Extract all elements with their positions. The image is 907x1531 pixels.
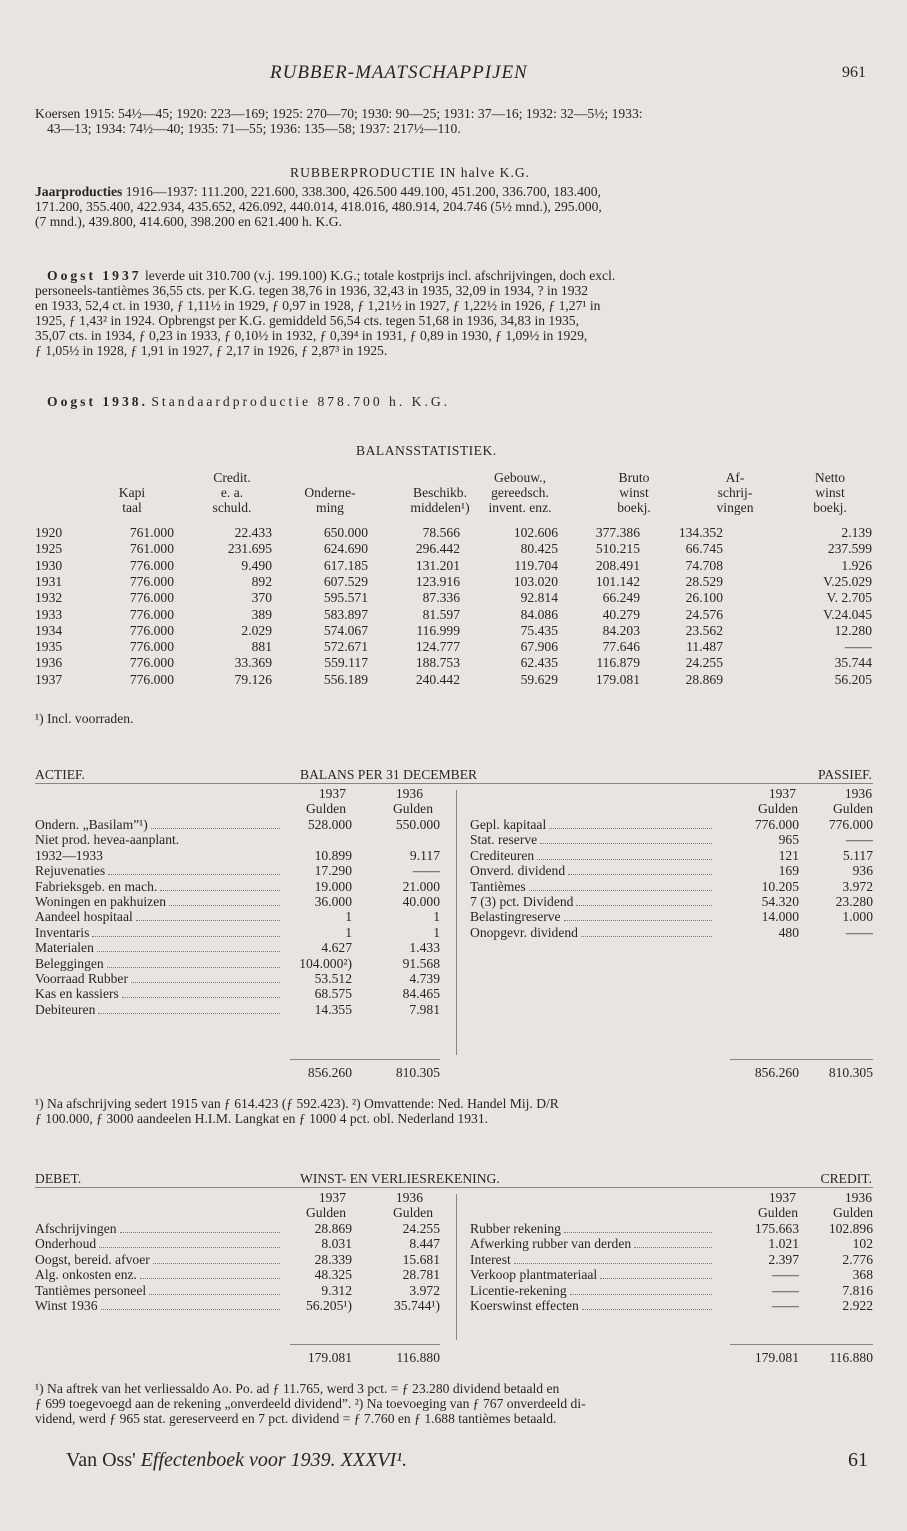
wv-right-value-1936: 2.922 — [842, 1298, 873, 1313]
balans-right-value-1936: 1.000 — [842, 909, 873, 925]
balans-right-value-1936: 776.000 — [828, 817, 873, 832]
balansstat-cell: 650.000 — [323, 525, 368, 540]
balansstat-cell: 56.205 — [834, 671, 872, 687]
balansstat-header: boekj. — [813, 500, 847, 515]
balansstat-cell: 776.000 — [129, 639, 174, 655]
leader-dots — [131, 982, 280, 983]
wv-total-1936: 116.880 — [396, 1350, 440, 1365]
oogst1937-line-4: 1925, ƒ 1,43² in 1924. Opbrengst per K.G. gemiddeld 56,54 cts. tegen 51,68 in 1936, 34,83 in 1935, — [35, 313, 579, 328]
wv-note-2: ƒ 699 toegevoegd aan de rekening „onverdeeld dividend”. ²) Na toevoeging van ƒ 767 onverdeeld di- — [35, 1396, 586, 1411]
balansstat-cell: 761.000 — [129, 541, 174, 557]
balansstat-cell: 231.695 — [227, 541, 272, 557]
leader-dots — [101, 1309, 280, 1310]
balansstat-cell: 24.255 — [685, 655, 723, 671]
balansstat-cell: 81.597 — [422, 606, 460, 622]
balans-left-value-1936: 7.981 — [409, 1001, 440, 1017]
balans-left-value-1936: 9.117 — [409, 847, 440, 863]
wv-total-1936: 116.880 — [829, 1350, 873, 1365]
balans-left-value-1937: 1 — [345, 924, 352, 940]
balansstat-cell: 208.491 — [595, 557, 640, 573]
balansstat-header: Kapi — [118, 485, 146, 500]
balansstat-year: 1936 — [35, 655, 63, 671]
balans-right-value-1937: 121 — [778, 847, 799, 863]
balans-year-header: 1937 — [318, 786, 346, 801]
leader-dots — [140, 1278, 280, 1279]
balansstat-year: 1932 — [35, 590, 63, 606]
balansstat-cell: 624.690 — [323, 541, 368, 557]
balansstat-cell: 87.336 — [422, 590, 460, 606]
wv-right-value-1937: —— — [771, 1282, 799, 1298]
wv-right-label: Koerswinst effecten — [470, 1298, 579, 1313]
balansstat-cell: 92.814 — [520, 590, 558, 606]
balansstat-cell: 75.435 — [520, 622, 558, 638]
balansstat-header: Gebouw., — [494, 470, 546, 485]
leader-dots — [568, 874, 712, 875]
productie-line-3: (7 mnd.), 439.800, 414.600, 398.200 en 621.400 h. K.G. — [35, 214, 342, 229]
wv-right-value-1936: 7.816 — [842, 1282, 873, 1298]
balans-left-value-1937: 104.000²) — [299, 955, 352, 971]
balans-left-value-1936: 40.000 — [402, 894, 440, 909]
balans-left-label: Inventaris — [35, 924, 90, 940]
balansstat-year: 1935 — [35, 639, 63, 655]
balansstat-cell: 776.000 — [129, 622, 174, 638]
balansstat-cell: 40.279 — [602, 606, 640, 622]
balans-left-value-1936: —— — [412, 863, 440, 879]
wv-left-value-1936: 35.744¹) — [394, 1298, 440, 1313]
balans-left-value-1937: 68.575 — [314, 986, 352, 1002]
wv-unit-header: Gulden — [392, 1205, 433, 1220]
balansstat-year: 1931 — [35, 573, 63, 589]
balans-actief-title: ACTIEF. — [35, 767, 85, 782]
balans-right-value-1936: 936 — [852, 863, 873, 879]
balansstat-cell: 188.753 — [415, 655, 460, 671]
balans-right-value-1937: 776.000 — [754, 817, 799, 832]
wv-right-label: Rubber rekening — [470, 1221, 561, 1236]
wv-left-value-1937: 56.205¹) — [306, 1298, 352, 1313]
balans-total-1936: 810.305 — [828, 1065, 873, 1080]
wv-right-value-1936: 368 — [852, 1267, 873, 1283]
balansstat-cell: 237.599 — [827, 541, 872, 557]
balans-right-value-1937: 10.205 — [761, 878, 799, 894]
balans-right-value-1937: 169 — [778, 863, 799, 879]
wv-left-value-1937: 28.339 — [314, 1251, 352, 1267]
balans-right-label: Stat. reserve — [470, 832, 538, 848]
wv-year-header: 1936 — [844, 1190, 872, 1205]
rule — [456, 1194, 457, 1340]
koersen-line-2: 43—13; 1934: 74½—40; 1935: 71—55; 1936: 135—58; 1937: 217½—110. — [47, 121, 461, 136]
leader-dots — [581, 936, 712, 937]
balans-left-label: 1932—1933 — [35, 847, 103, 863]
balansstat-cell: 607.529 — [323, 573, 368, 589]
balans-title: BALANS PER 31 DECEMBER — [300, 767, 478, 782]
balansstat-header: Netto — [814, 470, 846, 485]
balansstat-header: schuld. — [212, 500, 252, 515]
balansstat-header: boekj. — [617, 500, 651, 515]
balansstat-cell: 77.646 — [602, 639, 640, 655]
balansstat-cell: 2.139 — [841, 525, 872, 540]
balans-left-label: Woningen en pakhuizen — [35, 894, 167, 909]
balans-right-label: Belastingreserve — [470, 909, 561, 925]
balans-right-label: 7 (3) pct. Dividend — [470, 894, 574, 909]
leader-dots — [564, 1232, 712, 1233]
balansstat-year: 1930 — [35, 557, 63, 573]
balans-right-value-1937: 14.000 — [761, 909, 799, 925]
balansstat-cell: 78.566 — [422, 525, 460, 540]
balansstat-header: schrij- — [717, 485, 753, 500]
balans-right-value-1936: —— — [845, 924, 873, 940]
balansstat-cell: 26.100 — [685, 590, 723, 606]
leader-dots — [582, 1309, 712, 1310]
leader-dots — [160, 890, 280, 891]
rule — [456, 790, 457, 1055]
wv-right-label: Licentie-rekening — [470, 1282, 567, 1298]
wv-right-label: Interest — [470, 1251, 511, 1267]
balans-unit-header: Gulden — [305, 801, 346, 816]
balans-note-1: ¹) Na afschrijving sedert 1915 van ƒ 614.423 (ƒ 592.423). ²) Omvattende: Ned. Handel Mij. D/R — [35, 1096, 559, 1111]
balansstat-cell: 79.126 — [234, 671, 272, 687]
balansstat-cell: 66.745 — [685, 541, 723, 557]
balansstat-cell: 84.203 — [602, 622, 640, 638]
balans-unit-header: Gulden — [392, 801, 433, 816]
wv-credit-title: CREDIT. — [820, 1171, 872, 1186]
balansstat-cell: 377.386 — [595, 525, 640, 540]
balans-right-value-1936: 23.280 — [835, 894, 873, 909]
balans-year-header: 1937 — [768, 786, 796, 801]
balansstat-cell: 389 — [251, 606, 272, 622]
balans-left-value-1936: 1 — [433, 924, 440, 940]
balansstat-cell: 80.425 — [520, 541, 558, 557]
balansstat-header: Credit. — [213, 470, 251, 485]
rule — [290, 1344, 440, 1345]
balansstat-cell: 131.201 — [415, 557, 460, 573]
wv-year-header: 1937 — [768, 1190, 796, 1205]
wv-left-label: Winst 1936 — [35, 1298, 98, 1313]
balansstat-header: taal — [122, 500, 142, 515]
balansstat-cell: 119.704 — [514, 557, 558, 573]
wv-left-value-1937: 48.325 — [314, 1267, 352, 1283]
balansstat-cell: 66.249 — [602, 590, 640, 606]
balansstat-cell: 134.352 — [678, 525, 723, 540]
leader-dots — [537, 859, 712, 860]
leader-dots — [153, 1263, 280, 1264]
balansstat-cell: 370 — [251, 590, 272, 606]
balansstat-cell: 124.777 — [415, 639, 460, 655]
balansstat-cell: 776.000 — [129, 573, 174, 589]
balansstat-cell: 1.926 — [841, 557, 872, 573]
balansstat-cell: 103.020 — [513, 573, 558, 589]
wv-year-header: 1937 — [318, 1190, 346, 1205]
leader-dots — [576, 905, 712, 906]
balans-left-label: Voorraad Rubber — [35, 971, 128, 986]
productie-title: RUBBERPRODUCTIE IN halve K.G. — [290, 165, 531, 180]
oogst1937-line-1: Oogst 1937 leverde uit 310.700 (v.j. 199.100) K.G.; totale kostprijs incl. afschrijvingen, doch excl. — [47, 268, 616, 283]
wv-left-label: Alg. onkosten enz. — [35, 1267, 137, 1283]
wv-left-value-1936: 15.681 — [402, 1251, 440, 1267]
wv-left-value-1937: 8.031 — [321, 1236, 352, 1252]
balans-total-1937: 856.260 — [754, 1065, 799, 1080]
wv-left-value-1936: 8.447 — [409, 1236, 440, 1252]
balansstat-cell: 510.215 — [595, 541, 640, 557]
balansstat-year: 1933 — [35, 606, 63, 622]
balansstat-cell: 11.487 — [686, 639, 723, 655]
wv-total-1937: 179.081 — [754, 1350, 799, 1365]
balansstat-cell: 595.571 — [323, 590, 368, 606]
wv-left-value-1937: 28.869 — [314, 1221, 352, 1236]
balans-left-value-1937: 10.899 — [314, 847, 352, 863]
wv-right-value-1937: —— — [771, 1298, 799, 1313]
balans-right-value-1937: 54.320 — [761, 894, 799, 909]
balans-left-label: Aandeel hospitaal — [35, 909, 133, 925]
wv-left-label: Onderhoud — [35, 1236, 97, 1252]
balans-left-value-1936: 550.000 — [395, 817, 440, 832]
balans-passief-title: PASSIEF. — [818, 767, 872, 782]
balans-note-2: ƒ 100.000, ƒ 3000 aandeelen H.I.M. Langkat en ƒ 1000 4 pct. obl. Nederland 1931. — [35, 1111, 489, 1126]
leader-dots — [634, 1247, 712, 1248]
balans-left-value-1937: 36.000 — [314, 894, 352, 909]
leader-dots — [136, 920, 280, 921]
leader-dots — [564, 920, 712, 921]
wv-note-3: vidend, werd ƒ 965 stat. gereserveerd en 7 pct. dividend = ƒ 7.760 en ƒ 1.688 tantièmes betaald. — [35, 1411, 557, 1426]
page-number: 961 — [842, 64, 866, 81]
wv-right-value-1937: 2.397 — [768, 1251, 799, 1267]
balansstat-cell: 28.529 — [685, 573, 723, 589]
balansstat-cell: 35.744 — [834, 655, 872, 671]
balansstat-header: e. a. — [220, 485, 244, 500]
rule — [290, 1059, 440, 1060]
balansstat-cell: 33.369 — [234, 655, 272, 671]
balansstat-year: 1934 — [35, 622, 63, 638]
balans-left-label: Beleggingen — [35, 955, 104, 971]
wv-right-value-1937: 1.021 — [768, 1236, 799, 1252]
balansstat-header: Onderne- — [304, 485, 356, 500]
balans-left-value-1937: 53.512 — [314, 971, 352, 986]
balans-right-value-1937: 480 — [778, 924, 799, 940]
balansstat-cell: 67.906 — [520, 639, 558, 655]
balansstat-cell: 559.117 — [324, 655, 368, 671]
balansstat-header: Af- — [725, 470, 745, 485]
balans-left-value-1937: 14.355 — [314, 1001, 352, 1017]
balansstat-cell: 24.576 — [685, 606, 723, 622]
balans-right-label: Crediteuren — [470, 847, 535, 863]
balans-right-label: Onverd. dividend — [470, 863, 566, 879]
balans-left-value-1936: 4.739 — [409, 971, 440, 986]
koersen-line-1: Koersen 1915: 54½—45; 1920: 223—169; 1925: 270—70; 1930: 90—25; 1931: 37—16; 1932: 32—5½; 1933: — [35, 106, 643, 121]
balansstat-cell: 116.999 — [416, 622, 460, 638]
balansstat-cell: 123.916 — [415, 573, 460, 589]
balans-right-label: Onopgevr. dividend — [470, 924, 578, 940]
leader-dots — [97, 951, 280, 952]
oogst1937-line-5: 35,07 cts. in 1934, ƒ 0,23 in 1933, ƒ 0,10½ in 1932, ƒ 0,39⁴ in 1931, ƒ 0,89 in 1930, ƒ 1,09½ in 1929, — [35, 328, 588, 343]
balans-left-value-1937: 528.000 — [307, 817, 352, 832]
balansstat-cell: V. 2.705 — [826, 590, 872, 606]
balans-year-header: 1936 — [395, 786, 423, 801]
rule — [730, 1344, 873, 1345]
balansstat-cell: 881 — [251, 639, 272, 655]
balansstat-header: Bruto — [618, 470, 650, 485]
page-header-title: RUBBER-MAATSCHAPPIJEN — [270, 62, 528, 83]
balans-left-label: Fabrieksgeb. en mach. — [35, 878, 158, 894]
wv-year-header: 1936 — [395, 1190, 423, 1205]
leader-dots — [529, 890, 712, 891]
balans-left-value-1936: 84.465 — [402, 986, 440, 1002]
balans-left-value-1937: 19.000 — [314, 878, 352, 894]
balansstat-header: gereedsch. — [491, 485, 549, 500]
balansstat-cell: 102.606 — [513, 525, 558, 540]
leader-dots — [99, 1247, 280, 1248]
balans-right-label: Gepl. kapitaal — [470, 817, 547, 832]
wv-left-value-1936: 28.781 — [402, 1267, 440, 1283]
oogst1937-line-2: personeels-tantièmes 36,55 cts. per K.G. tegen 38,76 in 1936, 32,43 in 1935, 32,09 in 1934, ? in 1932 — [35, 283, 589, 298]
balansstat-cell: V.24.045 — [823, 606, 872, 622]
footer-page: 61 — [848, 1449, 868, 1471]
leader-dots — [92, 936, 280, 937]
balans-left-label: Ondern. „Basilam”¹) — [35, 817, 148, 832]
balansstat-cell: 9.490 — [241, 557, 272, 573]
wv-unit-header: Gulden — [832, 1205, 873, 1220]
balansstat-header: winst — [815, 485, 845, 500]
leader-dots — [570, 1294, 712, 1295]
balans-right-value-1936: —— — [845, 832, 873, 848]
leader-dots — [549, 828, 712, 829]
balansstat-cell: 101.142 — [595, 573, 640, 589]
balansstat-cell: 2.029 — [241, 622, 272, 638]
balansstat-cell: 574.067 — [323, 622, 368, 638]
balansstat-cell: —— — [844, 639, 872, 655]
balans-right-value-1937: 965 — [778, 832, 799, 848]
oogst1937-line-6: ƒ 1,05½ in 1928, ƒ 1,91 in 1927, ƒ 2,17 in 1926, ƒ 2,87³ in 1925. — [35, 343, 388, 358]
balansstat-cell: 23.562 — [685, 622, 723, 638]
wv-title: WINST- EN VERLIESREKENING. — [300, 1171, 500, 1186]
balans-unit-header: Gulden — [832, 801, 873, 816]
wv-right-value-1936: 102 — [852, 1236, 873, 1252]
oogst1937-line-3: en 1933, 52,4 ct. in 1930, ƒ 1,11½ in 1929, ƒ 0,97 in 1928, ƒ 1,21½ in 1927, ƒ 1,22½ in 1926, ƒ 1,27¹ in — [35, 298, 601, 313]
balans-left-value-1936: 21.000 — [402, 878, 440, 894]
balansstat-cell: 583.897 — [323, 606, 368, 622]
balans-total-1937: 856.260 — [307, 1065, 352, 1080]
wv-total-1937: 179.081 — [307, 1350, 352, 1365]
balans-right-label: Tantièmes — [470, 878, 526, 894]
balansstat-year: 1920 — [35, 525, 63, 540]
balansstat-cell: 12.280 — [834, 622, 872, 638]
balansstat-cell: 776.000 — [129, 671, 174, 687]
leader-dots — [122, 997, 280, 998]
wv-left-label: Afschrijvingen — [35, 1221, 117, 1236]
balansstat-year: 1925 — [35, 541, 63, 557]
balansstat-header: ming — [316, 500, 344, 515]
balans-left-label: Niet prod. hevea-aanplant. — [35, 832, 180, 848]
balansstat-cell: 572.671 — [323, 639, 368, 655]
balansstat-header: middelen¹) — [410, 500, 470, 515]
balansstat-cell: 892 — [251, 573, 272, 589]
leader-dots — [120, 1232, 280, 1233]
balansstat-cell: 22.433 — [234, 525, 272, 540]
balans-left-label: Rejuvenaties — [35, 863, 106, 879]
leader-dots — [149, 1294, 280, 1295]
balansstat-cell: 776.000 — [129, 590, 174, 606]
leader-dots — [600, 1278, 712, 1279]
leader-dots — [169, 905, 280, 906]
wv-left-label: Oogst, bereid. afvoer — [35, 1251, 150, 1267]
balansstat-cell: 59.629 — [520, 671, 558, 687]
wv-right-label: Afwerking rubber van derden — [470, 1236, 632, 1252]
wv-unit-header: Gulden — [305, 1205, 346, 1220]
balansstat-cell: 74.708 — [685, 557, 723, 573]
leader-dots — [151, 828, 280, 829]
balans-left-value-1937: 17.290 — [314, 863, 352, 879]
wv-right-value-1936: 2.776 — [842, 1251, 873, 1267]
balansstat-header: Beschikb. — [413, 485, 467, 500]
balansstat-cell: 240.442 — [415, 671, 460, 687]
balansstat-cell: 116.879 — [596, 655, 640, 671]
balans-year-header: 1936 — [844, 786, 872, 801]
wv-right-value-1936: 102.896 — [828, 1221, 873, 1236]
wv-right-value-1937: 175.663 — [754, 1221, 799, 1236]
wv-note-1: ¹) Na aftrek van het verliessaldo Ao. Po. ad ƒ 11.765, werd 3 pct. = ƒ 23.280 dividend betaald en — [35, 1381, 560, 1396]
balans-unit-header: Gulden — [757, 801, 798, 816]
balans-left-label: Kas en kassiers — [35, 986, 119, 1002]
wv-debet-title: DEBET. — [35, 1171, 82, 1186]
balansstat-cell: 556.189 — [323, 671, 368, 687]
balansstat-title: BALANSSTATISTIEK. — [356, 443, 497, 458]
balansstat-cell: 617.185 — [323, 557, 368, 573]
balans-left-value-1936: 91.568 — [402, 955, 440, 971]
productie-line-2: 171.200, 355.400, 422.934, 435.652, 426.092, 440.014, 418.016, 480.914, 204.746 (5½ mnd.), 295.000, — [35, 199, 602, 214]
leader-dots — [514, 1263, 712, 1264]
balansstat-header: vingen — [716, 500, 754, 515]
balansstat-cell: 179.081 — [595, 671, 640, 687]
balansstat-cell: 62.435 — [520, 655, 558, 671]
balansstat-year: 1937 — [35, 671, 63, 687]
balans-left-label: Materialen — [35, 940, 94, 956]
leader-dots — [540, 843, 712, 844]
balansstat-cell: 776.000 — [129, 606, 174, 622]
balans-right-value-1936: 3.972 — [842, 878, 873, 894]
balansstat-header: winst — [619, 485, 649, 500]
rule — [730, 1059, 873, 1060]
oogst1938-line: Oogst 1938. Standaardproductie 878.700 h. K.G. — [47, 394, 451, 409]
balans-left-label: Debiteuren — [35, 1001, 96, 1017]
wv-left-value-1936: 3.972 — [409, 1282, 440, 1298]
leader-dots — [107, 967, 280, 968]
wv-left-label: Tantièmes personeel — [35, 1282, 147, 1298]
balansstat-cell: V.25.029 — [823, 573, 872, 589]
leader-dots — [108, 874, 280, 875]
balans-left-value-1937: 1 — [345, 909, 352, 925]
productie-line-1: Jaarproducties 1916—1937: 111.200, 221.600, 338.300, 426.500 449.100, 451.200, 336.700, 183.400, — [35, 184, 601, 199]
balansstat-cell: 776.000 — [129, 655, 174, 671]
wv-left-value-1937: 9.312 — [321, 1282, 352, 1298]
balans-right-value-1936: 5.117 — [842, 847, 873, 863]
balansstat-note: ¹) Incl. voorraden. — [35, 711, 134, 726]
leader-dots — [98, 1013, 280, 1014]
balansstat-cell: 776.000 — [129, 557, 174, 573]
wv-left-value-1936: 24.255 — [402, 1221, 440, 1236]
balansstat-cell: 84.086 — [520, 606, 558, 622]
balans-left-value-1936: 1.433 — [409, 940, 440, 956]
wv-right-label: Verkoop plantmateriaal — [470, 1267, 598, 1283]
wv-right-value-1937: —— — [771, 1267, 799, 1283]
balansstat-header: invent. enz. — [488, 500, 552, 515]
balans-left-value-1936: 1 — [433, 909, 440, 925]
balansstat-cell: 296.442 — [415, 541, 460, 557]
footer-citation: Van Oss' Effectenboek voor 1939. XXXVI¹. — [66, 1449, 408, 1471]
balansstat-cell: 28.869 — [685, 671, 723, 687]
balans-total-1936: 810.305 — [395, 1065, 440, 1080]
balansstat-cell: 761.000 — [129, 525, 174, 540]
balans-left-value-1937: 4.627 — [321, 940, 352, 956]
wv-unit-header: Gulden — [757, 1205, 798, 1220]
